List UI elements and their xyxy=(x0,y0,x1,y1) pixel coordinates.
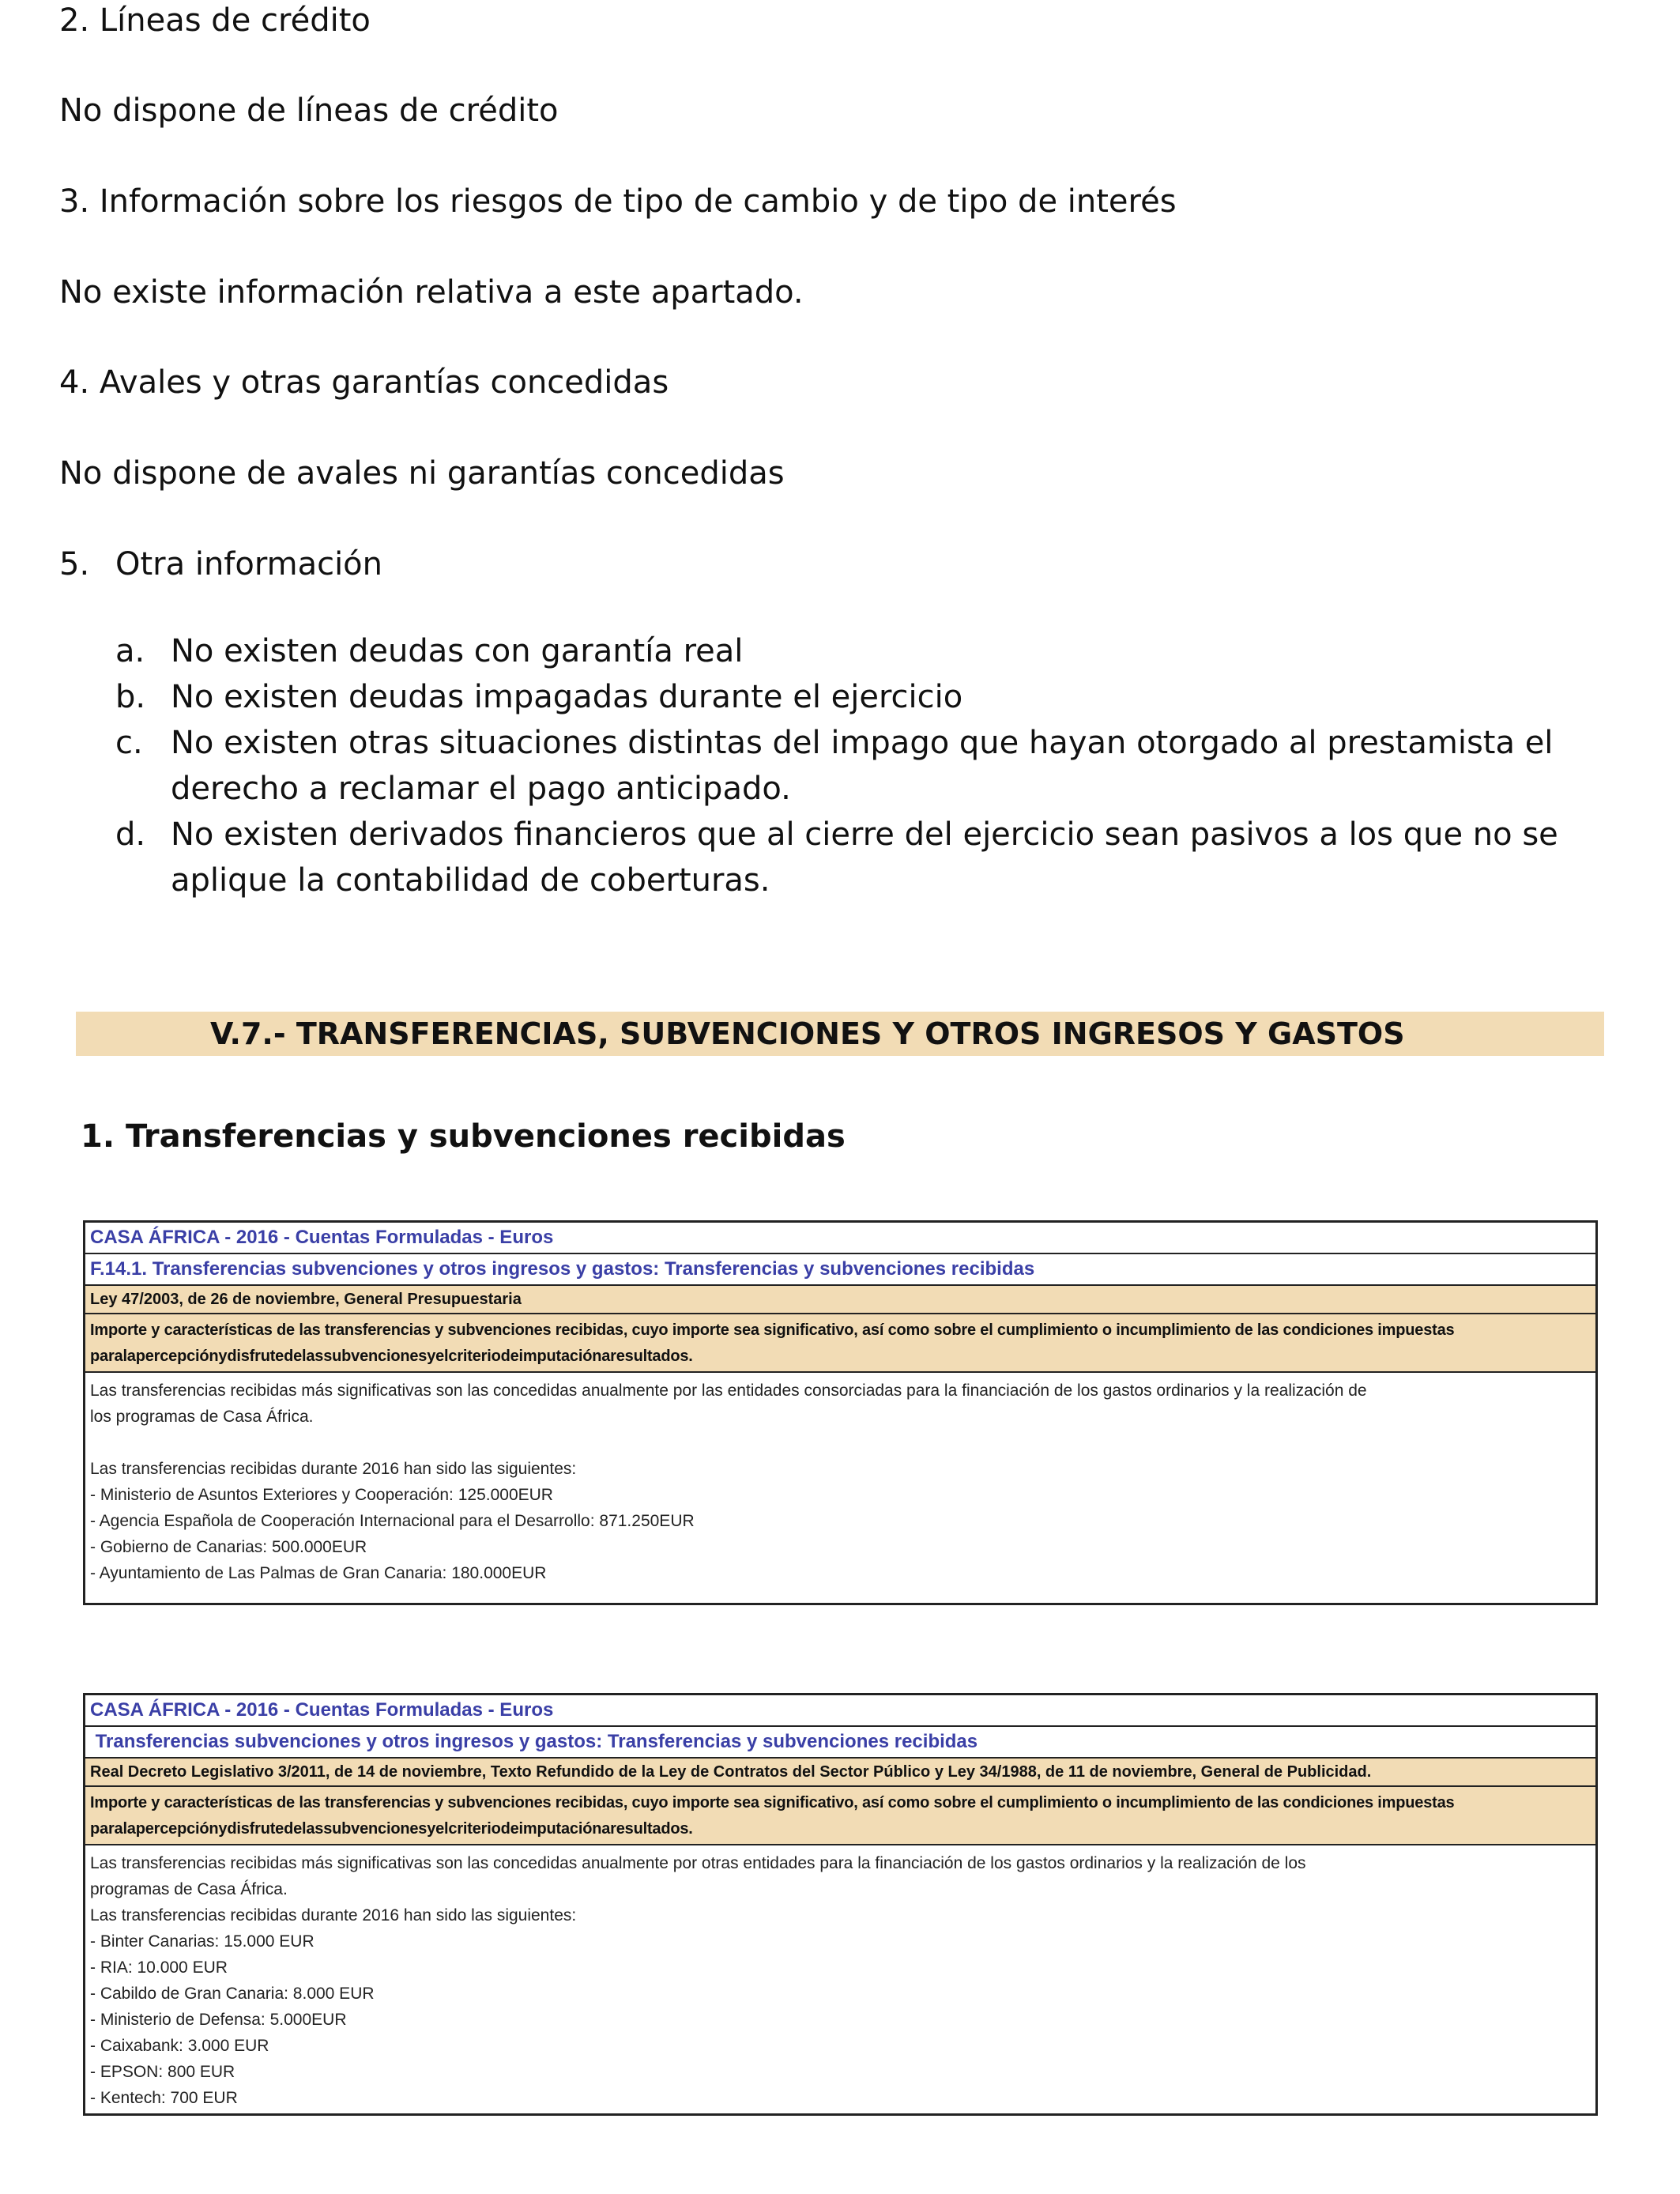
box2-subtitle: Transferencias subvenciones y otros ingresos y gastos: Transferencias y subvenciones recibidas xyxy=(85,1727,1595,1759)
box2-body-line: - Binter Canarias: 15.000 EUR xyxy=(90,1932,315,1951)
box2-body-line: - Ministerio de Defensa: 5.000EUR xyxy=(90,2011,347,2029)
box2-description-line1: Importe y características de las transferencias y subvenciones recibidas, cuyo importe sea significativo, así como sobre el cumplimiento o incumplimiento de las condiciones impuestas xyxy=(90,1794,1455,1811)
box2-body-line: - RIA: 10.000 EUR xyxy=(90,1958,228,1977)
box2-body-line: - Caixabank: 3.000 EUR xyxy=(90,2037,269,2055)
box2-description-line2: paralapercepciónydisfrutedelassubvencionesyelcriteriodeimputaciónaresultados. xyxy=(90,1820,693,1838)
info-box-1 xyxy=(83,1220,1598,1605)
box1-body xyxy=(85,1373,1595,1591)
section-2-text: No dispone de líneas de crédito xyxy=(59,92,559,129)
list-item-a-letter: a. xyxy=(115,633,145,669)
section-3-text: No existe información relativa a este apartado. xyxy=(59,274,804,311)
section-2-heading: 2. Líneas de crédito xyxy=(59,2,371,39)
box1-body-line: - Gobierno de Canarias: 500.000EUR xyxy=(90,1538,367,1556)
list-item-b-text: No existen deudas impagadas durante el ejercicio xyxy=(171,679,963,715)
box2-body-line: - Kentech: 700 EUR xyxy=(90,2089,238,2107)
box1-law: Ley 47/2003, de 26 de noviembre, General Presupuestaria xyxy=(85,1286,1595,1314)
subsection-heading: 1. Transferencias y subvenciones recibidas xyxy=(81,1118,846,1155)
section-4-heading: 4. Avales y otras garantías concedidas xyxy=(59,364,669,401)
list-item-b-letter: b. xyxy=(115,679,146,715)
list-item-c-text-line2: derecho a reclamar el pago anticipado. xyxy=(171,771,791,807)
box1-body-line: Las transferencias recibidas más significativas son las concedidas anualmente por las entidades consorciadas para la financiación de los gastos ordinarios y la realización de xyxy=(90,1382,1367,1400)
box1-body-line: Las transferencias recibidas durante 2016 han sido las siguientes: xyxy=(90,1460,577,1478)
section-3-heading: 3. Información sobre los riesgos de tipo de cambio y de tipo de interés xyxy=(59,183,1177,220)
box2-body xyxy=(85,1845,1595,2116)
box1-body-line: - Ayuntamiento de Las Palmas de Gran Canaria: 180.000EUR xyxy=(90,1564,547,1582)
box1-description-line2: paralapercepciónydisfrutedelassubvencionesyelcriteriodeimputaciónaresultados. xyxy=(90,1348,693,1365)
section-band-title: V.7.- TRANSFERENCIAS, SUBVENCIONES Y OTROS INGRESOS Y GASTOS xyxy=(210,1016,1405,1051)
box1-body-line: los programas de Casa África. xyxy=(90,1408,314,1426)
box1-title: CASA ÁFRICA - 2016 - Cuentas Formuladas - Euros xyxy=(85,1223,1595,1254)
box1-description xyxy=(85,1314,1595,1373)
box1-description-line1: Importe y características de las transferencias y subvenciones recibidas, cuyo importe sea significativo, así como sobre el cumplimiento o incumplimiento de las condiciones impuestas xyxy=(90,1321,1455,1339)
box2-description xyxy=(85,1787,1595,1845)
box1-subtitle: F.14.1. Transferencias subvenciones y otros ingresos y gastos: Transferencias y subvenciones recibidas xyxy=(85,1254,1595,1286)
box1-body-line: - Agencia Española de Cooperación Internacional para el Desarrollo: 871.250EUR xyxy=(90,1512,695,1530)
section-5-title: Otra información xyxy=(115,546,383,582)
box2-body-line: programas de Casa África. xyxy=(90,1880,288,1898)
section-5-heading xyxy=(59,544,383,585)
list-item-c-letter: c. xyxy=(115,725,143,761)
info-box-2 xyxy=(83,1693,1598,2116)
box2-law: Real Decreto Legislativo 3/2011, de 14 de noviembre, Texto Refundido de la Ley de Contratos del Sector Público y Ley 34/1988, de 11 de noviembre, General de Publicidad. xyxy=(85,1759,1595,1787)
list-item-c-text-line1: No existen otras situaciones distintas del impago que hayan otorgado al prestamista el xyxy=(171,725,1554,761)
list-item-d-text-line2: aplique la contabilidad de coberturas. xyxy=(171,862,770,899)
box2-body-line: Las transferencias recibidas más significativas son las concedidas anualmente por otras entidades para la financiación de los gastos ordinarios y la realización de los xyxy=(90,1854,1306,1872)
box2-body-line: Las transferencias recibidas durante 2016 han sido las siguientes: xyxy=(90,1906,577,1924)
box2-body-line: - EPSON: 800 EUR xyxy=(90,2063,235,2081)
list-item-d-letter: d. xyxy=(115,816,146,853)
section-4-text: No dispone de avales ni garantías concedidas xyxy=(59,455,785,492)
section-5-number: 5. xyxy=(59,546,90,582)
list-item-d-text-line1: No existen derivados financieros que al cierre del ejercicio sean pasivos a los que no se xyxy=(171,816,1558,853)
box2-body-line: - Cabildo de Gran Canaria: 8.000 EUR xyxy=(90,1985,375,2003)
box1-body-line: - Ministerio de Asuntos Exteriores y Cooperación: 125.000EUR xyxy=(90,1486,553,1504)
box2-title: CASA ÁFRICA - 2016 - Cuentas Formuladas - Euros xyxy=(85,1695,1595,1727)
section-band-v7 xyxy=(76,1012,1604,1056)
list-item-a-text: No existen deudas con garantía real xyxy=(171,633,744,669)
